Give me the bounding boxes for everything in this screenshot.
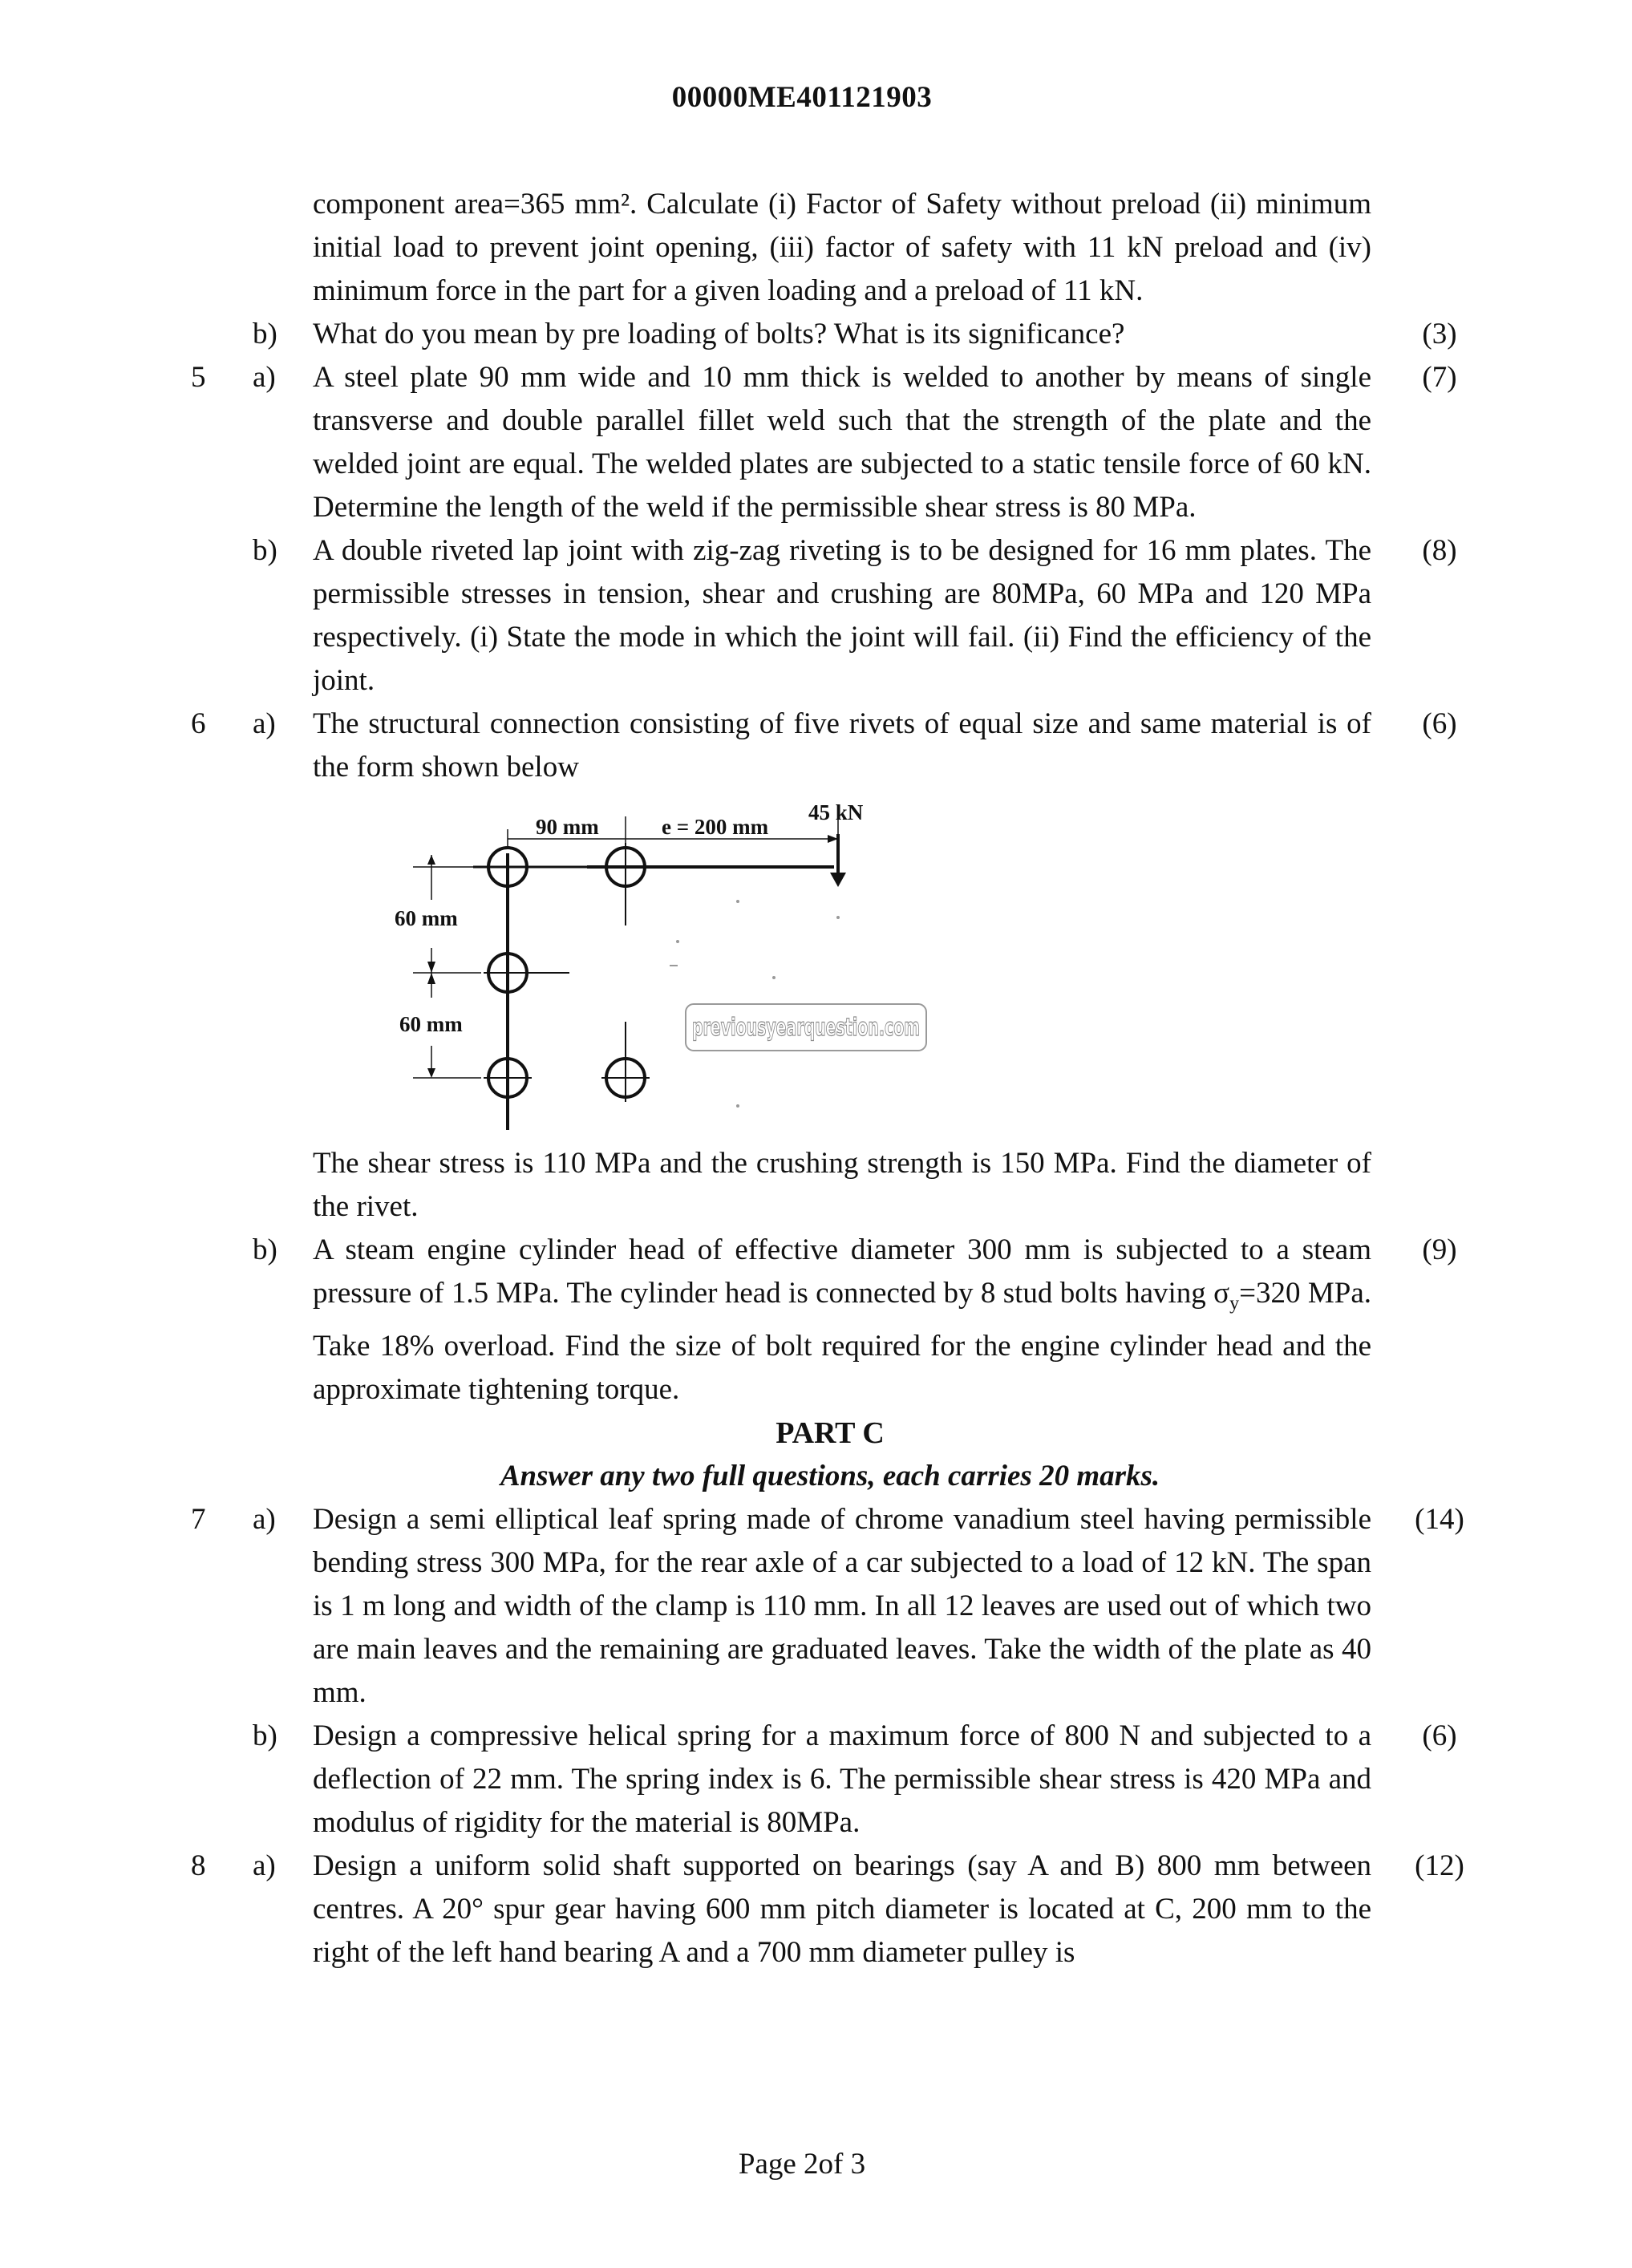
dim-label-60mm-top: 60 mm: [395, 906, 458, 930]
question-text: A double riveted lap joint with zig-zag riveting is to be designed for 16 mm plates. The permissible stresses in tension, shear and crushing are 80MPa, 60 MPa and 120 MPa respectively. (i) State the mode in which the joint will fail. (ii) Find the efficiency of the joint.: [313, 534, 1371, 697]
question-text: A steel plate 90 mm wide and 10 mm thick is welded to another by means of single transverse and double parallel fillet weld such that the strength of the plate and the welded joint are equal. The welded plates are subjected to a static tensile force of 60 kN. Determine the length of the weld if the permissible shear stress is 80 MPa.: [313, 361, 1371, 524]
question-text: The structural connection consisting of five rivets of equal size and same material is of the form shown below: [313, 707, 1371, 784]
sub-label: b): [253, 534, 277, 567]
part-c-title: PART C: [776, 1416, 885, 1451]
rivet-connection-figure: [353, 789, 978, 1142]
marks: (9): [1422, 1233, 1457, 1266]
dim-label-60mm-bottom: 60 mm: [399, 1012, 463, 1036]
question-text: A steam engine cylinder head of effective diameter 300 mm is subjected to a steam pressure of 1.5 MPa. The cylinder head is connected by 8 stud bolts having $\sigma_y=320$ MPa. Take 18% overload. Find the size of bolt required for the engine cylinder head and the approximate tightening torque.: [313, 1233, 1371, 1407]
vdim-arrow-mid-up: [427, 962, 435, 973]
scan-speck: [736, 900, 739, 903]
part-c-instruction: Answer any two full questions, each carries 20 marks.: [500, 1460, 1160, 1493]
question-text: What do you mean by pre loading of bolts? What is its significance?: [313, 318, 1125, 350]
question-6b: [0, 1229, 1604, 1411]
paper-code: 00000ME401121903: [671, 81, 933, 114]
marks: (7): [1422, 361, 1457, 394]
sub-label: b): [253, 1719, 277, 1753]
page-number: Page 2of 3: [738, 2148, 866, 2181]
marks: (3): [1422, 318, 1457, 350]
question-number: 5: [191, 361, 206, 394]
rivet-bottom-right: [601, 1022, 650, 1102]
scan-speck: [772, 976, 776, 979]
scan-speck: [676, 940, 679, 943]
question-text: The shear stress is 110 MPa and the crushing strength is 150 MPa. Find the diameter of the rivet.: [313, 1147, 1371, 1223]
question-7b: [0, 1715, 1604, 1845]
sub-label: a): [253, 361, 276, 394]
dim-label-eccentricity: e = 200 mm: [662, 815, 769, 839]
question-7a: [0, 1498, 1604, 1715]
sub-label: a): [253, 1503, 276, 1537]
load-label: 45 kN: [808, 800, 864, 824]
marks: (6): [1422, 707, 1457, 740]
question-text: Design a semi elliptical leaf spring made of chrome vanadium steel having permissible bending stress 300 MPa, for the rear axle of a car subjected to a load of 12 kN. The span is 1 m long and width of the clamp is 110 mm. In all 12 leaves are used out of which two are main leaves and the remaining are graduated leaves. Take the width of the plate as 40 mm.: [313, 1503, 1371, 1710]
question-content: [0, 183, 1604, 1974]
vdim-arrow-bottom: [427, 1068, 435, 1078]
marks: (8): [1422, 534, 1457, 567]
sub-label: b): [253, 318, 277, 350]
rivet-diagram: [353, 789, 978, 1142]
vdim-arrow-mid-down: [427, 973, 435, 984]
question-6a-continuation: [0, 1142, 1604, 1229]
question-text: Design a compressive helical spring for a maximum force of 800 N and subjected to a deflection of 22 mm. The spring index is 6. The permissible shear stress is 420 MPa and modulus of rigidity for the material is 80MPa.: [313, 1719, 1371, 1840]
rivet-middle-left: [484, 954, 569, 992]
scan-speck: [736, 1104, 739, 1108]
scan-speck: [836, 916, 840, 919]
rivet-top-right: [601, 843, 650, 925]
marks: (12): [1415, 1849, 1464, 1883]
question-5a: [0, 356, 1604, 529]
question-5b: [0, 529, 1604, 703]
question-number: 8: [191, 1849, 206, 1883]
watermark-logo: previousyearquestion.com: [692, 1014, 920, 1042]
question-text: component area=365 mm². Calculate (i) Factor of Safety without preload (ii) minimum initial load to prevent joint opening, (iii) factor of safety with 11 kN preload and (iv) minimum force in the part for a given loading and a preload of 11 kN.: [313, 188, 1371, 307]
sub-label: a): [253, 1849, 276, 1883]
marks: (6): [1422, 1719, 1457, 1753]
sub-label: a): [253, 707, 276, 740]
marks: (14): [1415, 1503, 1464, 1537]
question-4b: [0, 313, 1604, 356]
question-text: Design a uniform solid shaft supported on bearings (say A and B) 800 mm between centres. A 20° spur gear having 600 mm pitch diameter is located at C, 200 mm to the right of the left hand bearing A and a 700 mm diameter pulley is: [313, 1849, 1371, 1970]
question-number: 6: [191, 707, 206, 740]
question-4a-continuation: [0, 183, 1604, 313]
dim-label-90mm: 90 mm: [536, 815, 599, 839]
question-number: 7: [191, 1503, 206, 1537]
question-8a: [0, 1845, 1604, 1974]
question-6a: [0, 703, 1604, 789]
sub-label: b): [253, 1233, 277, 1266]
vdim-arrow-top: [427, 855, 435, 865]
load-arrowhead: [830, 873, 846, 887]
